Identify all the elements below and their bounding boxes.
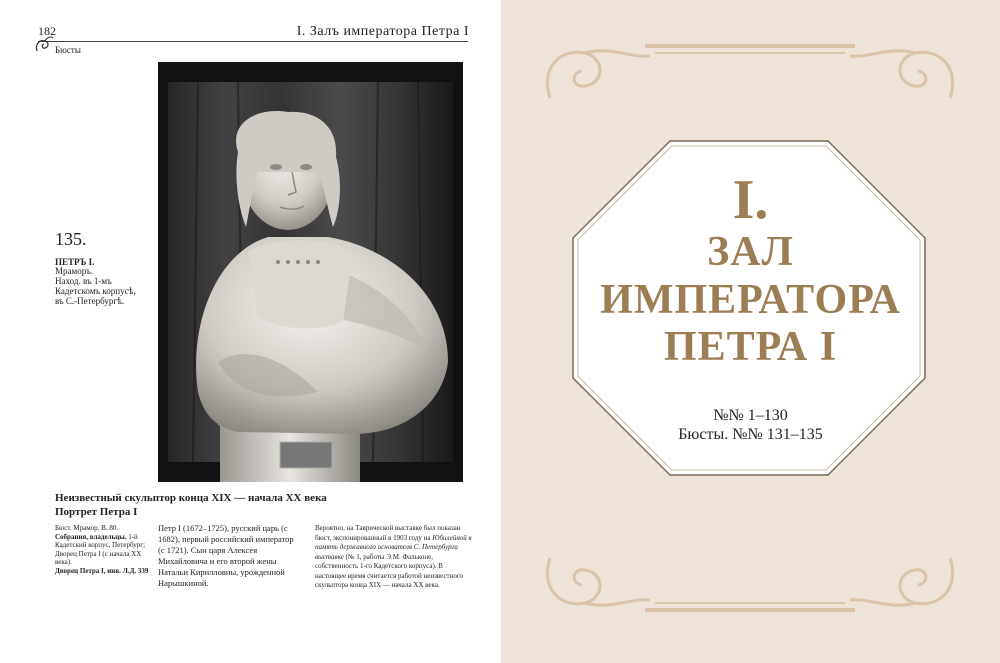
header-rule	[38, 41, 468, 42]
section-ornament-icon	[33, 33, 55, 55]
artwork-title: Портрет Петра I	[55, 506, 138, 518]
meta-dimensions: Бюст. Мрамор. В. 80.	[55, 524, 119, 532]
catalog-number: 135.	[55, 229, 87, 249]
meta-inventory: Дворец Петра I, инв. Л.Д. 339	[55, 566, 149, 575]
item-range: №№ 1–130	[713, 407, 788, 424]
top-ornament-icon	[540, 38, 960, 108]
hall-title-line2: ИМПЕРАТОРА	[600, 277, 901, 323]
bust-illustration	[158, 62, 463, 482]
biography-text: Петр I (1672–1725), русский царь (с 1682), первый российский император (с 1721). Сын царя Алексея Михайловича и его второй жены Натальи Кирилловны, урожденной Нарышкиной.	[158, 523, 294, 588]
artwork-author: Неизвестный скульптор конца XIX — начала XX века	[55, 492, 327, 504]
page-number: 182	[38, 24, 56, 38]
note-text-1: Вероятно, на Таврической выставке был показан бюст, экспонированный в 1903 году на	[315, 524, 461, 542]
hall-title-line1: ЗАЛ	[707, 229, 794, 275]
section-label: Бюсты	[55, 45, 81, 55]
meta-provenance	[55, 533, 155, 567]
hall-title-line3: ПЕТРА I	[663, 324, 838, 370]
bust-range: Бюсты. №№ 131–135	[678, 426, 823, 443]
caption-text	[55, 266, 155, 306]
exhibition-note	[315, 524, 475, 591]
caption-line: Мраморъ.	[55, 266, 94, 276]
bottom-ornament-icon	[540, 548, 960, 618]
running-title: I. Залъ императора Петра I	[296, 24, 469, 39]
caption-line: въ С.-Петербургѣ.	[55, 296, 125, 306]
note-italic: Юбилейной в память державного основателя С. Петербурга выставке	[315, 533, 472, 561]
caption-line: Наход. въ 1-мъ	[55, 276, 112, 286]
artwork-metadata	[55, 524, 155, 576]
meta-provenance-label: Собрания, владельцы.	[55, 532, 127, 541]
section-numeral: I.	[732, 169, 769, 231]
caption-title: ПЕТРЪ I.	[55, 257, 95, 267]
note-text-2: (№ 1, работы Э.М. Фальконе, собственность 1-го Кадетского корпуса). В настоящее время считается работой неизвестного скульптора конца XIX — начала XX века.	[315, 552, 464, 589]
caption-line: Кадетскомъ корпусѣ,	[55, 286, 136, 296]
bust-photograph	[158, 62, 463, 482]
meta-provenance-text: 1-й Кадетский корпус, Петербург; Дворец Петра I (с начала XX века).	[55, 532, 146, 567]
